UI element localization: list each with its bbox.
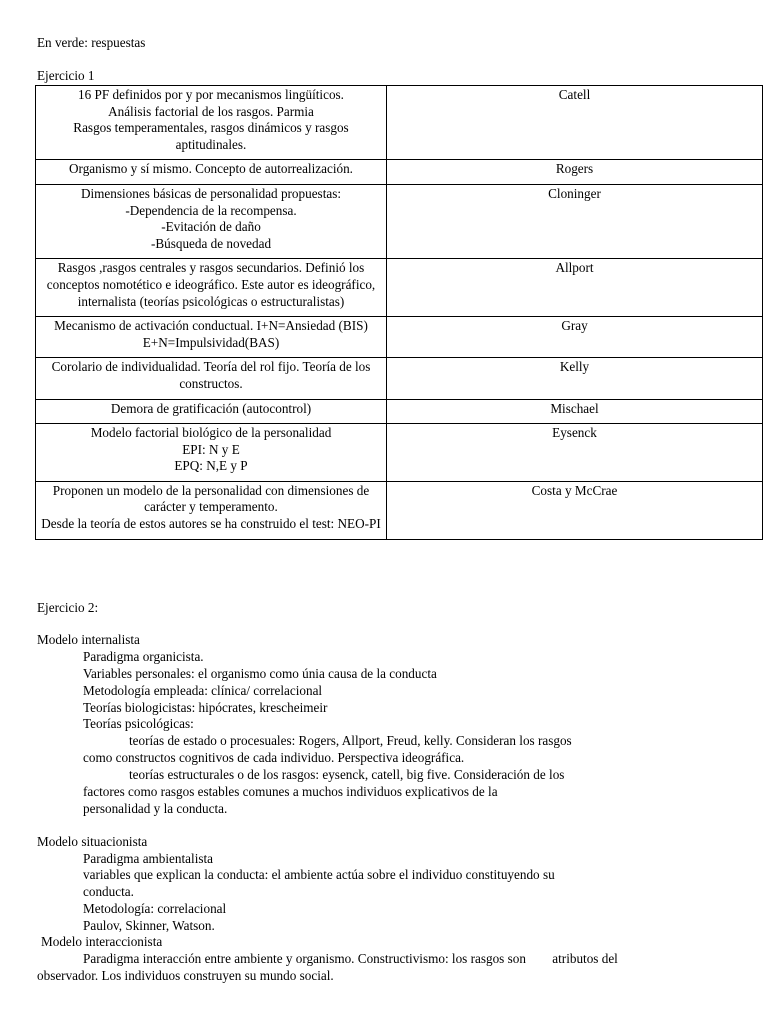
exercise1-row [36, 259, 763, 317]
exercise1-answer-cell: Allport [387, 259, 763, 317]
exercise1-table [35, 85, 763, 540]
exercise1-answer-cell: Eysenck [387, 424, 763, 482]
internalista-estado-line2: como constructos cognitivos de cada individuo. Perspectiva ideográfica. [83, 750, 465, 765]
internalista-estado-line1: teorías de estado o procesuales: Rogers, Allport, Freud, kelly. Consideran los rasgos [129, 733, 572, 748]
exercise1-question-cell [36, 86, 387, 160]
question-line: EPQ: N,E y P [174, 458, 248, 474]
situacionista-variables-line1: variables que explican la conducta: el ambiente actúa sobre el individuo constituyendo su [83, 867, 555, 882]
exercise1-question-cell [36, 259, 387, 317]
exercise1-question-cell [36, 358, 387, 399]
situacionista-autores: Paulov, Skinner, Watson. [83, 918, 215, 933]
exercise1-row [36, 160, 763, 185]
interaccionista-paradigma-line2: observador. Los individuos construyen su mundo social. [37, 968, 334, 983]
exercise1-row [36, 184, 763, 258]
question-line: Demora de gratificación (autocontrol) [110, 400, 312, 416]
exercise1-answer-cell: Gray [387, 317, 763, 358]
exercise1-row [36, 358, 763, 399]
internalista-psicologicas: Teorías psicológicas: [83, 716, 194, 731]
question-line: -Búsqueda de novedad [150, 235, 272, 251]
exercise1-title: Ejercicio 1 [37, 68, 95, 83]
note-text: En verde: respuestas [37, 35, 146, 50]
question-line: Mecanismo de activación conductual. I+N=Ansiedad (BIS) [54, 318, 368, 334]
situacionista-heading: Modelo situacionista [37, 834, 148, 849]
question-line: Análisis factorial de los rasgos. Parmia [108, 103, 314, 119]
question-line: -Dependencia de la recompensa. [125, 202, 297, 218]
question-line: 16 PF definidos por y por mecanismos lingüíticos. [78, 87, 344, 102]
question-line: Organismo y sí mismo. Concepto de autorrealización. [69, 161, 353, 177]
exercise1-question-cell [36, 184, 387, 258]
internalista-estructurales-line2: factores como rasgos estables comunes a muchos individuos explicativos de la [83, 784, 498, 799]
internalista-variables: Variables personales: el organismo como únia causa de la conducta [83, 666, 437, 681]
exercise1-question-cell [36, 317, 387, 358]
internalista-metodologia: Metodología empleada: clínica/ correlacional [83, 683, 323, 698]
exercise1-answer-cell: Costa y McCrae [387, 481, 763, 539]
internalista-heading: Modelo internalista [37, 632, 140, 647]
situacionista-variables-line2: conducta. [83, 884, 134, 899]
situacionista-paradigma: Paradigma ambientalista [83, 851, 214, 866]
exercise1-row [36, 424, 763, 482]
exercise1-row [36, 86, 763, 160]
exercise1-question-cell [36, 399, 387, 424]
exercise1-row [36, 317, 763, 358]
question-line: Rasgos temperamentales, rasgos dinámicos y rasgos aptitudinales. [73, 120, 349, 152]
question-line: Desde la teoría de estos autores se ha construido el test: NEO-PI [41, 516, 381, 532]
question-line: E+N=Impulsividad(BAS) [142, 334, 280, 350]
question-line: Corolario de individualidad. Teoría del rol fijo. Teoría de los constructos. [51, 359, 371, 391]
exercise1-row [36, 399, 763, 424]
exercise1-question-cell [36, 481, 387, 539]
exercise1-row [36, 481, 763, 539]
exercise1-table-body [36, 86, 763, 540]
exercise1-question-cell [36, 160, 387, 185]
exercise1-answer-cell: Rogers [387, 160, 763, 185]
interaccionista-heading: Modelo interaccionista [41, 934, 163, 949]
interaccionista-paradigma-line1: Paradigma interacción entre ambiente y organismo. Constructivismo: los rasgos son atributos del [83, 951, 618, 966]
question-line: Dimensiones básicas de personalidad propuestas: [80, 185, 342, 201]
question-line: Proponen un modelo de la personalidad con dimensiones de carácter y temperamento. [52, 482, 370, 515]
exercise2-title: Ejercicio 2: [37, 600, 99, 615]
question-line: Rasgos ,rasgos centrales y rasgos secundarios. Definió los conceptos nomotético e ideográfico. Este autor es ideográfico, internalista (teorías psicológicas o estructuralistas) [46, 260, 376, 309]
exercise1-answer-cell: Cloninger [387, 184, 763, 258]
exercise1-answer-cell: Kelly [387, 358, 763, 399]
internalista-estructurales-line1: teorías estructurales o de los rasgos: eysenck, catell, big five. Consideración de los [129, 767, 565, 782]
situacionista-metodologia: Metodología: correlacional [83, 901, 227, 916]
exercise1-question-cell [36, 424, 387, 482]
internalista-paradigma: Paradigma organicista. [83, 649, 204, 664]
question-line: EPI: N y E [182, 441, 240, 457]
question-line: -Evitación de daño [161, 219, 261, 235]
internalista-biologicistas: Teorías biologicistas: hipócrates, krescheimeir [83, 700, 328, 715]
question-line: Modelo factorial biológico de la personalidad [90, 425, 332, 441]
internalista-estructurales-line3: personalidad y la conducta. [83, 801, 228, 816]
exercise1-answer-cell: Mischael [387, 399, 763, 424]
exercise1-answer-cell: Catell [387, 86, 763, 160]
